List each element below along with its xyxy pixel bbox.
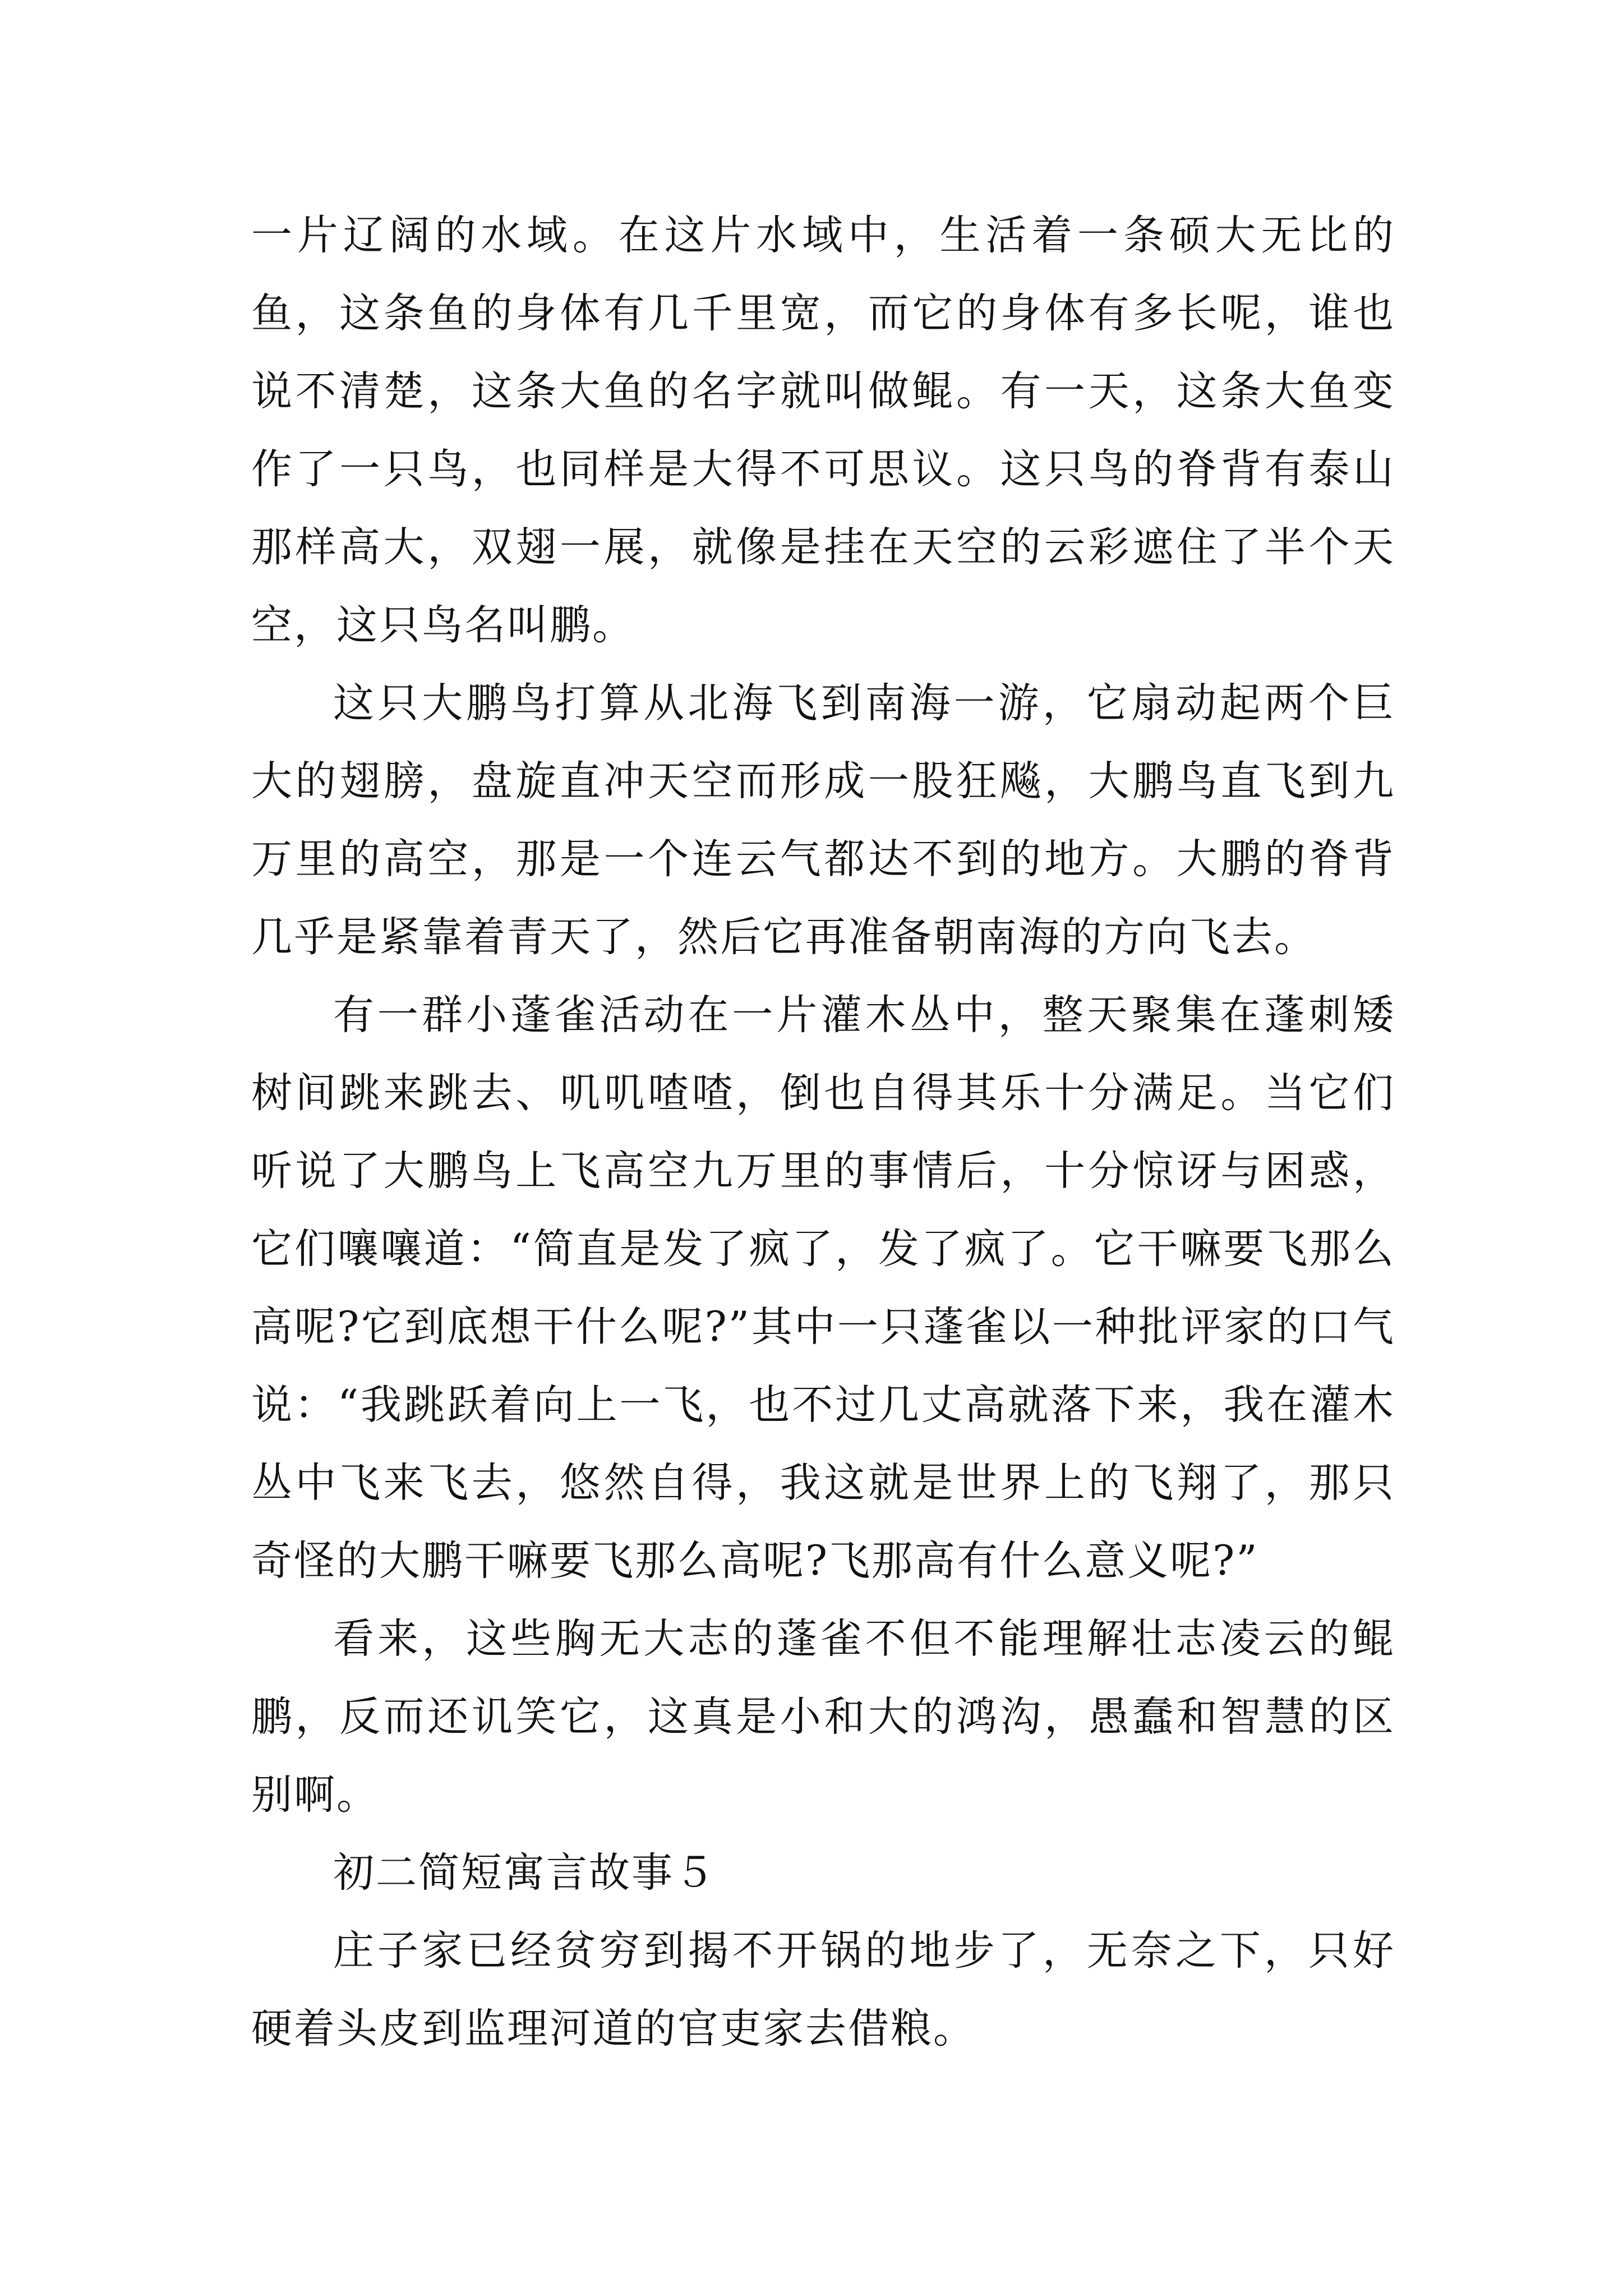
story-heading: 初二简短寓言故事５ bbox=[333, 1849, 717, 1897]
paragraph-peng-flight: 这只大鹏鸟打算从北海飞到南海一游，它扇动起两个巨大的翅膀，盘旋直冲天空而形成一股狂飚，大鹏鸟直飞到九万里的高空，那是一个连云气都达不到的地方。大鹏的脊背几乎是紧靠着青天了，然后它再准备朝南海的方向飞去。 bbox=[251, 679, 1395, 961]
paragraph-kun-peng-intro: 一片辽阔的水域。在这片水域中，生活着一条硕大无比的鱼，这条鱼的身体有几千里宽，而它的身体有多长呢，谁也说不清楚，这条大鱼的名字就叫做鲲。有一天，这条大鱼变作了一只鸟，也同样是大得不可思议。这只鸟的脊背有泰山那样高大，双翅一展，就像是挂在天空的云彩遮住了半个天空，这只鸟名叫鹏。 bbox=[251, 211, 1395, 649]
paragraph-moral: 看来，这些胸无大志的蓬雀不但不能理解壮志凌云的鲲鹏，反而还讥笑它，这真是小和大的鸿沟，愚蠢和智慧的区别啊。 bbox=[251, 1615, 1395, 1819]
paragraph-sparrows: 有一群小蓬雀活动在一片灌木丛中，整天聚集在蓬刺矮树间跳来跳去、叽叽喳喳，倒也自得其乐十分满足。当它们听说了大鹏鸟上飞高空九万里的事情后，十分惊讶与困惑，它们嚷嚷道：“简直是发了疯了，发了疯了。它干嘛要飞那么高呢?它到底想干什么呢?”其中一只蓬雀以一种批评家的口气说：“我跳跃着向上一飞，也不过几丈高就落下来，我在灌木丛中飞来飞去，悠然自得，我这就是世界上的飞翔了，那只奇怪的大鹏干嘛要飞那么高呢?飞那高有什么意义呢?” bbox=[251, 991, 1395, 1585]
document-body bbox=[251, 196, 1395, 2068]
paragraph-zhuangzi: 庄子家已经贫穷到揭不开锅的地步了，无奈之下，只好硬着头皮到监理河道的官吏家去借粮。 bbox=[251, 1927, 1395, 2053]
